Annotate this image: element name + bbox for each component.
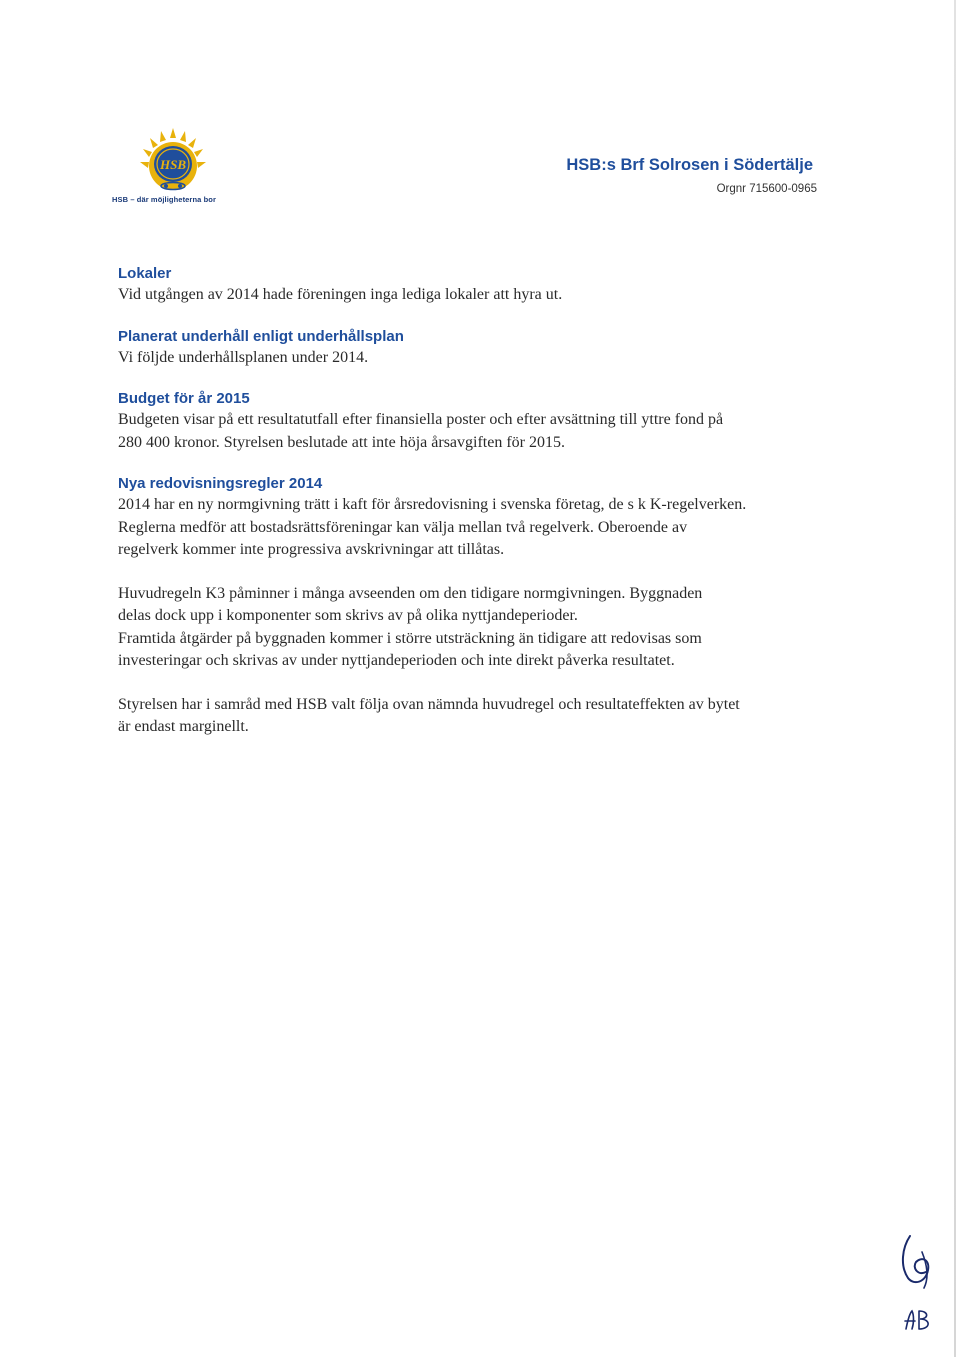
body-line: är endast marginellt. bbox=[118, 718, 249, 735]
section-heading: Lokaler bbox=[118, 265, 172, 282]
body-line: Styrelsen har i samråd med HSB valt följa ovan nämnda huvudregel och resultateffekten av bytet bbox=[118, 695, 740, 713]
body-line: Vi följde underhållsplanen under 2014. bbox=[118, 348, 369, 366]
section-underhall bbox=[118, 327, 838, 370]
organization-number: Orgnr 715600-0965 bbox=[716, 183, 817, 195]
section-heading: Budget för år 2015 bbox=[118, 390, 250, 407]
document-body bbox=[118, 264, 838, 739]
body-line: 280 400 kronor. Styrelsen beslutade att inte höja årsavgiften för 2015. bbox=[118, 433, 566, 451]
body-line: Reglerna medför att bostadsrättsföreningar kan välja mellan två regelverk. Oberoende av bbox=[118, 518, 688, 536]
section-heading: Planerat underhåll enligt underhållsplan bbox=[118, 327, 404, 345]
paragraph-styrelsen bbox=[118, 694, 838, 739]
body-line: investeringar och skrivas av under nyttjandeperioden och inte direkt påverka resultatet. bbox=[118, 652, 675, 669]
section-heading: Nya redovisningsregler 2014 bbox=[118, 475, 323, 492]
section-budget bbox=[118, 389, 838, 454]
page-edge bbox=[954, 0, 956, 1357]
body-line: delas dock upp i komponenter som skrivs av på olika nyttjandeperioder. bbox=[118, 607, 578, 624]
paragraph-huvudregel bbox=[118, 583, 838, 673]
section-lokaler bbox=[118, 264, 838, 307]
handwritten-initials-icon bbox=[902, 1305, 936, 1335]
logo-tagline: HSB – där möjligheterna bor bbox=[112, 195, 216, 204]
organization-name: HSB:s Brf Solrosen i Södertälje bbox=[566, 156, 813, 174]
section-redovisningsregler bbox=[118, 474, 838, 562]
body-line: Huvudregeln K3 påminner i många avseenden om den tidigare normgivningen. Byggnaden bbox=[118, 584, 703, 602]
hsb-logo bbox=[112, 128, 232, 208]
body-line: regelverk kommer inte progressiva avskrivningar att tillåtas. bbox=[118, 541, 505, 558]
body-line: 2014 har en ny normgivning trätt i kaft för årsredovisning i svenska företag, de s k K-regelverken. bbox=[118, 496, 747, 513]
body-line: Framtida åtgärder på byggnaden kommer i större utsträckning än tidigare att redovisas som bbox=[118, 629, 702, 647]
body-line: Vid utgången av 2014 hade föreningen inga lediga lokaler att hyra ut. bbox=[118, 286, 563, 303]
handwritten-initials-icon bbox=[896, 1232, 940, 1290]
hsb-emblem-icon bbox=[134, 128, 212, 194]
svg-text:HSB: HSB bbox=[159, 157, 187, 172]
body-line: Budgeten visar på ett resultatutfall efter finansiella poster och efter avsättning till yttre fond på bbox=[118, 411, 724, 428]
